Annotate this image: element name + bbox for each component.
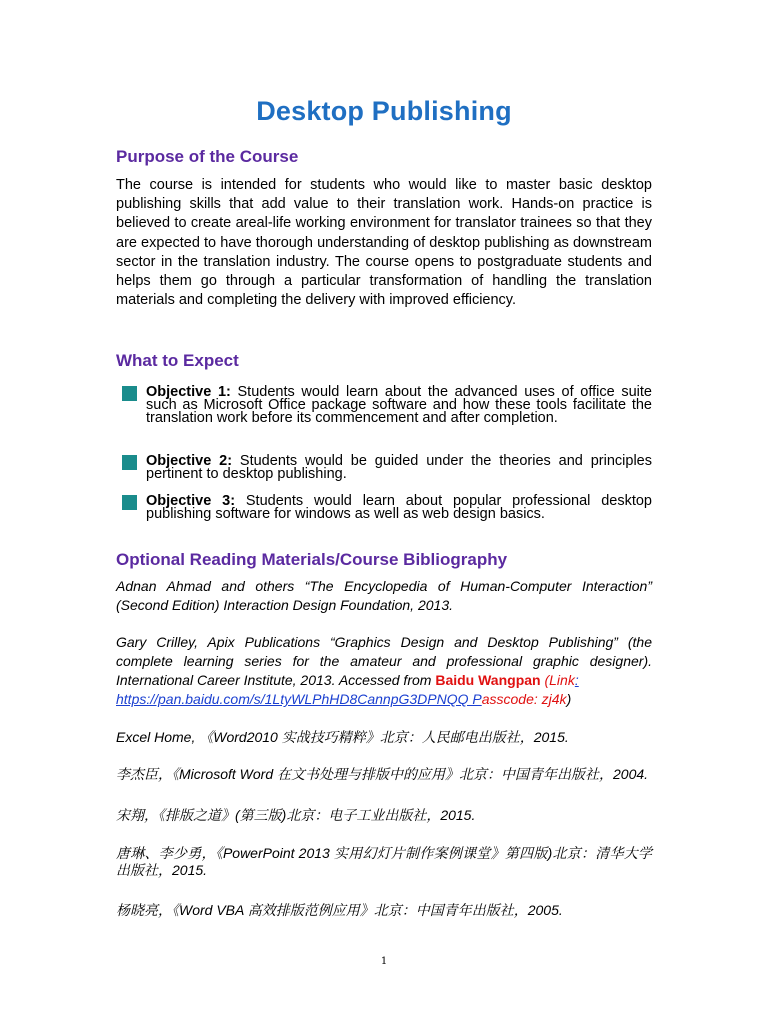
reference-item xyxy=(116,633,652,709)
reference-item: Adnan Ahmad and others “The Encyclopedia of Human-Computer Interaction” (Second Edition) Interaction Design Foundation, 2013. xyxy=(116,578,652,613)
expect-heading: What to Expect xyxy=(116,351,239,370)
square-bullet-icon xyxy=(122,495,137,510)
reference-item: Excel Home, 《Word2010 实战技巧精粹》北京：人民邮电出版社，2015. xyxy=(116,729,569,745)
objective-text: Students would be guided under the theories and principles pertinent to desktop publishing. xyxy=(146,453,652,482)
baidu-wangpan-label: Baidu Wangpan xyxy=(435,672,541,688)
objective-label: Objective 2: xyxy=(146,453,233,469)
bibliography-heading: Optional Reading Materials/Course Bibliography xyxy=(116,550,508,569)
reference-item: 杨晓亮，《Word VBA 高效排版范例应用》北京：中国青年出版社，2005. xyxy=(116,902,563,918)
reference-close-paren: ) xyxy=(566,691,572,707)
page-number: 1 xyxy=(380,956,388,967)
link-colon[interactable]: : xyxy=(574,672,579,688)
objective-label: Objective 3: xyxy=(146,493,236,509)
square-bullet-icon xyxy=(122,455,137,470)
objective-item xyxy=(146,455,652,481)
objective-item xyxy=(146,495,652,521)
objective-label: Objective 1: xyxy=(146,384,231,400)
objective-text: Students would learn about the advanced uses of office suite such as Microsoft Office package software and how these tools facilitate the translation work before its commencement and after completion. xyxy=(146,384,652,426)
reference-item: 宋翔，《排版之道》(第三版)北京：电子工业出版社，2015. xyxy=(116,807,476,823)
reference-item: 唐琳、李少勇，《PowerPoint 2013 实用幻灯片制作案例课堂》第四版)北京：清华大学出版社，2015. xyxy=(116,845,652,878)
reference-text: Gary Crilley, Apix Publications “Graphics Design and Desktop Publishing” (the complete learning series for the amateur and professional graphic designer). International Career Institute, 2013. Accessed from xyxy=(116,634,652,688)
download-link[interactable]: https://pan.baidu.com/s/1LtyWLPhHD8CannpG3DPNQQ P xyxy=(116,691,482,707)
page-title: Desktop Publishing xyxy=(256,96,512,126)
objective-item xyxy=(146,386,652,425)
passcode-text: asscode: zj4k xyxy=(481,691,567,707)
purpose-paragraph: The course is intended for students who would like to master basic desktop publishing skills that add value to their translation work. Hands-on practice is believed to create areal-life working environment for translator trainees so that they are expected to have thorough understanding of desktop publishing as downstream sector in the translation industry. The course opens to postgraduate students and helps them go through a particular transformation of handling the translation materials and completing the delivery with improved efficiency. xyxy=(116,177,652,309)
objective-text: Students would learn about popular professional desktop publishing software for windows as well as web design basics. xyxy=(146,493,652,522)
reference-item: 李杰臣，《Microsoft Word 在文书处理与排版中的应用》北京：中国青年出版社，2004. xyxy=(116,766,649,782)
link-label: (Link xyxy=(540,672,575,688)
square-bullet-icon xyxy=(122,386,137,401)
purpose-heading: Purpose of the Course xyxy=(116,147,299,166)
